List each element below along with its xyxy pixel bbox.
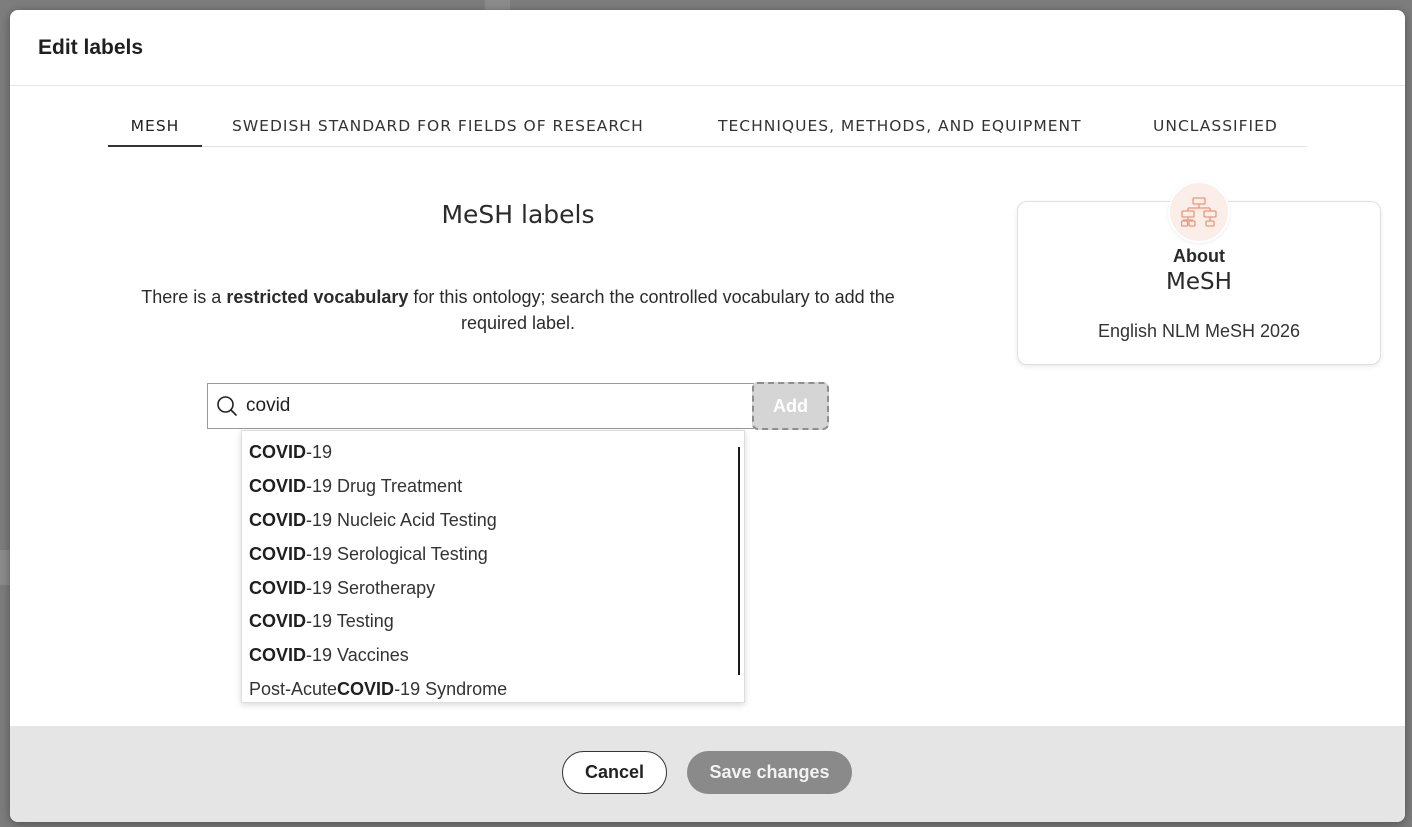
suggestion-match: COVID — [249, 509, 307, 530]
suggestion-item[interactable] — [242, 537, 744, 571]
suggestion-item[interactable] — [242, 639, 744, 673]
backdrop-strip — [485, 0, 510, 10]
tab-mesh[interactable]: MESH — [108, 110, 202, 147]
hierarchy-icon — [1181, 197, 1217, 227]
dropdown-scrollbar[interactable] — [738, 447, 740, 675]
about-ontology-name: MeSH — [1166, 269, 1232, 295]
suggestion-match: COVID — [249, 442, 307, 463]
tab-unclassified[interactable]: UNCLASSIFIED — [1153, 117, 1278, 135]
desc-text-bold: restricted vocabulary — [226, 287, 409, 307]
cancel-button[interactable]: Cancel — [562, 751, 667, 794]
suggestion-post: -19 — [306, 442, 333, 463]
suggestion-item[interactable] — [242, 436, 744, 470]
vocabulary-description — [108, 284, 928, 336]
suggestion-match: COVID — [249, 611, 307, 632]
suggestion-item[interactable] — [242, 571, 744, 605]
suggestion-post: -19 Vaccines — [306, 645, 409, 666]
about-icon-badge — [1168, 181, 1230, 243]
save-changes-button[interactable]: Save changes — [687, 751, 852, 794]
suggestion-match: COVID — [249, 543, 307, 564]
add-button[interactable]: Add — [752, 382, 829, 430]
edit-labels-dialog — [10, 10, 1405, 822]
suggestion-post: -19 Nucleic Acid Testing — [306, 509, 497, 530]
suggestion-item[interactable] — [242, 504, 744, 538]
suggestion-item[interactable] — [242, 673, 744, 703]
suggestion-post: -19 Serological Testing — [306, 543, 488, 564]
suggestion-post: -19 Serotherapy — [306, 577, 436, 598]
search-field[interactable] — [207, 383, 754, 429]
suggestion-post: -19 Drug Treatment — [306, 476, 463, 497]
suggestion-match: COVID — [337, 678, 395, 699]
tab-swedish-standard[interactable]: SWEDISH STANDARD FOR FIELDS OF RESEARCH — [232, 117, 644, 135]
suggestion-pre: Post-Acute — [249, 678, 338, 699]
search-icon — [216, 395, 238, 417]
suggestion-post: -19 Testing — [306, 611, 394, 632]
suggestion-post: -19 Syndrome — [394, 678, 508, 699]
suggestion-match: COVID — [249, 476, 307, 497]
desc-text-post: for this ontology; search the controlled vocabulary to add the required label. — [408, 287, 895, 333]
suggestion-match: COVID — [249, 645, 307, 666]
section-title: MeSH labels — [441, 200, 595, 229]
dialog-header — [10, 10, 1405, 86]
suggestion-item[interactable] — [242, 470, 744, 504]
suggestions-dropdown — [241, 430, 745, 703]
about-ontology-version: English NLM MeSH 2026 — [1097, 321, 1301, 341]
backdrop-strip — [0, 550, 10, 585]
search-input[interactable] — [246, 395, 726, 417]
ontology-tabs — [108, 110, 1307, 147]
suggestion-match: COVID — [249, 577, 307, 598]
tab-techniques[interactable]: TECHNIQUES, METHODS, AND EQUIPMENT — [718, 117, 1082, 135]
about-label: About — [1173, 246, 1225, 266]
dialog-title: Edit labels — [38, 36, 144, 59]
suggestion-item[interactable] — [242, 605, 744, 639]
desc-text-pre: There is a — [141, 287, 227, 307]
